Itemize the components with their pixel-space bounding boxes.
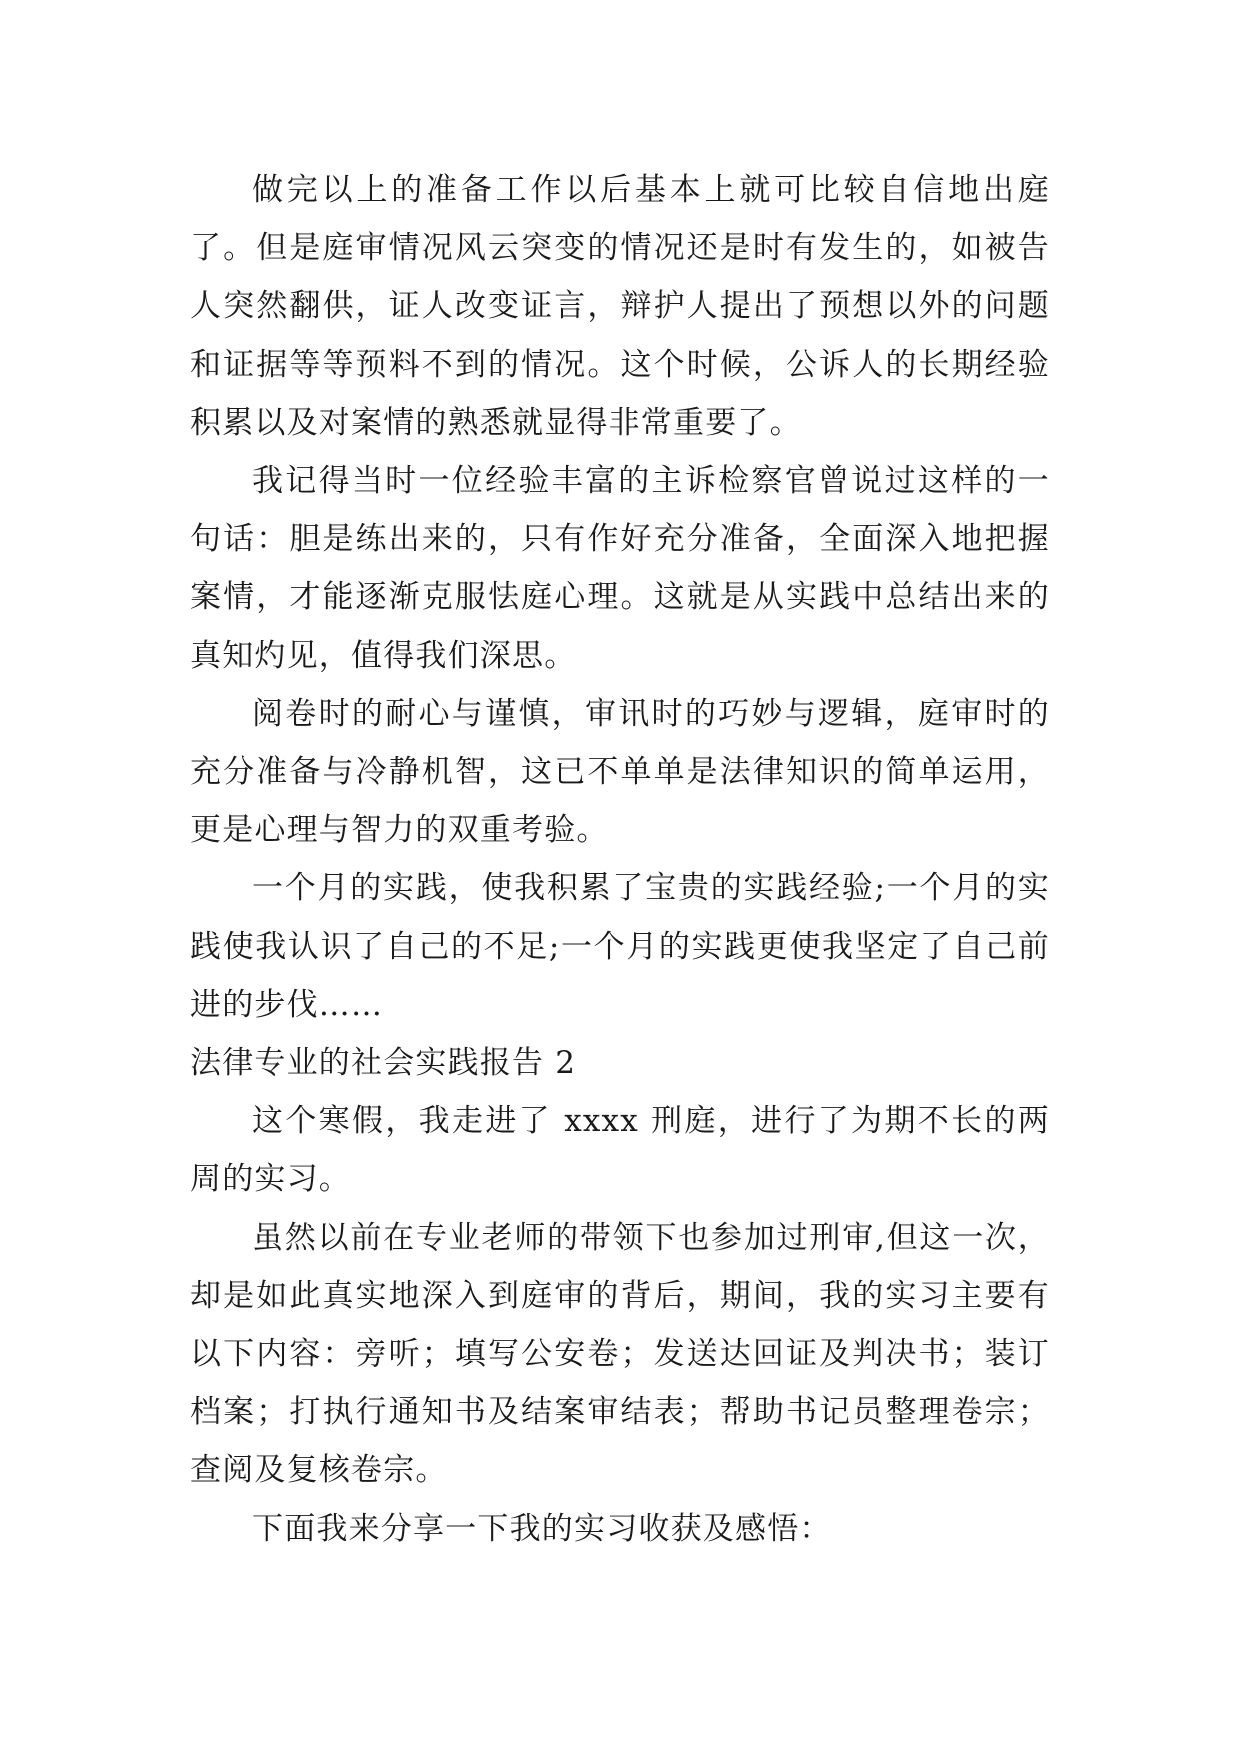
paragraph: 这个寒假，我走进了 xxxx 刑庭，进行了为期不长的两周的实习。 [190, 1103, 1050, 1198]
paragraph: 阅卷时的耐心与谨慎，审讯时的巧妙与逻辑，庭审时的充分准备与冷静机智，这已不单单是法律知识的简单运用，更是心理与智力的双重考验。 [190, 695, 1050, 849]
paragraph: 做完以上的准备工作以后基本上就可比较自信地出庭了。但是庭审情况风云突变的情况还是时有发生的，如被告人突然翻供，证人改变证言，辩护人提出了预想以外的问题和证据等等预料不到的情况。这个时候，公诉人的长期经验积累以及对案情的熟悉就显得非常重要了。 [190, 172, 1050, 441]
document-body [190, 161, 1050, 1558]
paragraph: 下面我来分享一下我的实习收获及感悟： [252, 1510, 832, 1547]
paragraph: 一个月的实践，使我积累了宝贵的实践经验;一个月的实践使我认识了自己的不足;一个月的实践更使我坚定了自己前进的步伐…… [190, 870, 1050, 1023]
section-heading: 法律专业的社会实践报告 2 [190, 1045, 577, 1082]
paragraph: 虽然以前在专业老师的带领下也参加过刑审,但这一次，却是如此真实地深入到庭审的背后，期间，我的实习主要有以下内容：旁听；填写公安卷；发送达回证及判决书；装订档案；打执行通知书及结案审结表；帮助书记员整理卷宗；查阅及复核卷宗。 [190, 1219, 1050, 1489]
paragraph: 我记得当时一位经验丰富的主诉检察官曾说过这样的一句话：胆是练出来的，只有作好充分准备，全面深入地把握案情，才能逐渐克服怯庭心理。这就是从实践中总结出来的真知灼见，值得我们深思。 [190, 463, 1050, 674]
